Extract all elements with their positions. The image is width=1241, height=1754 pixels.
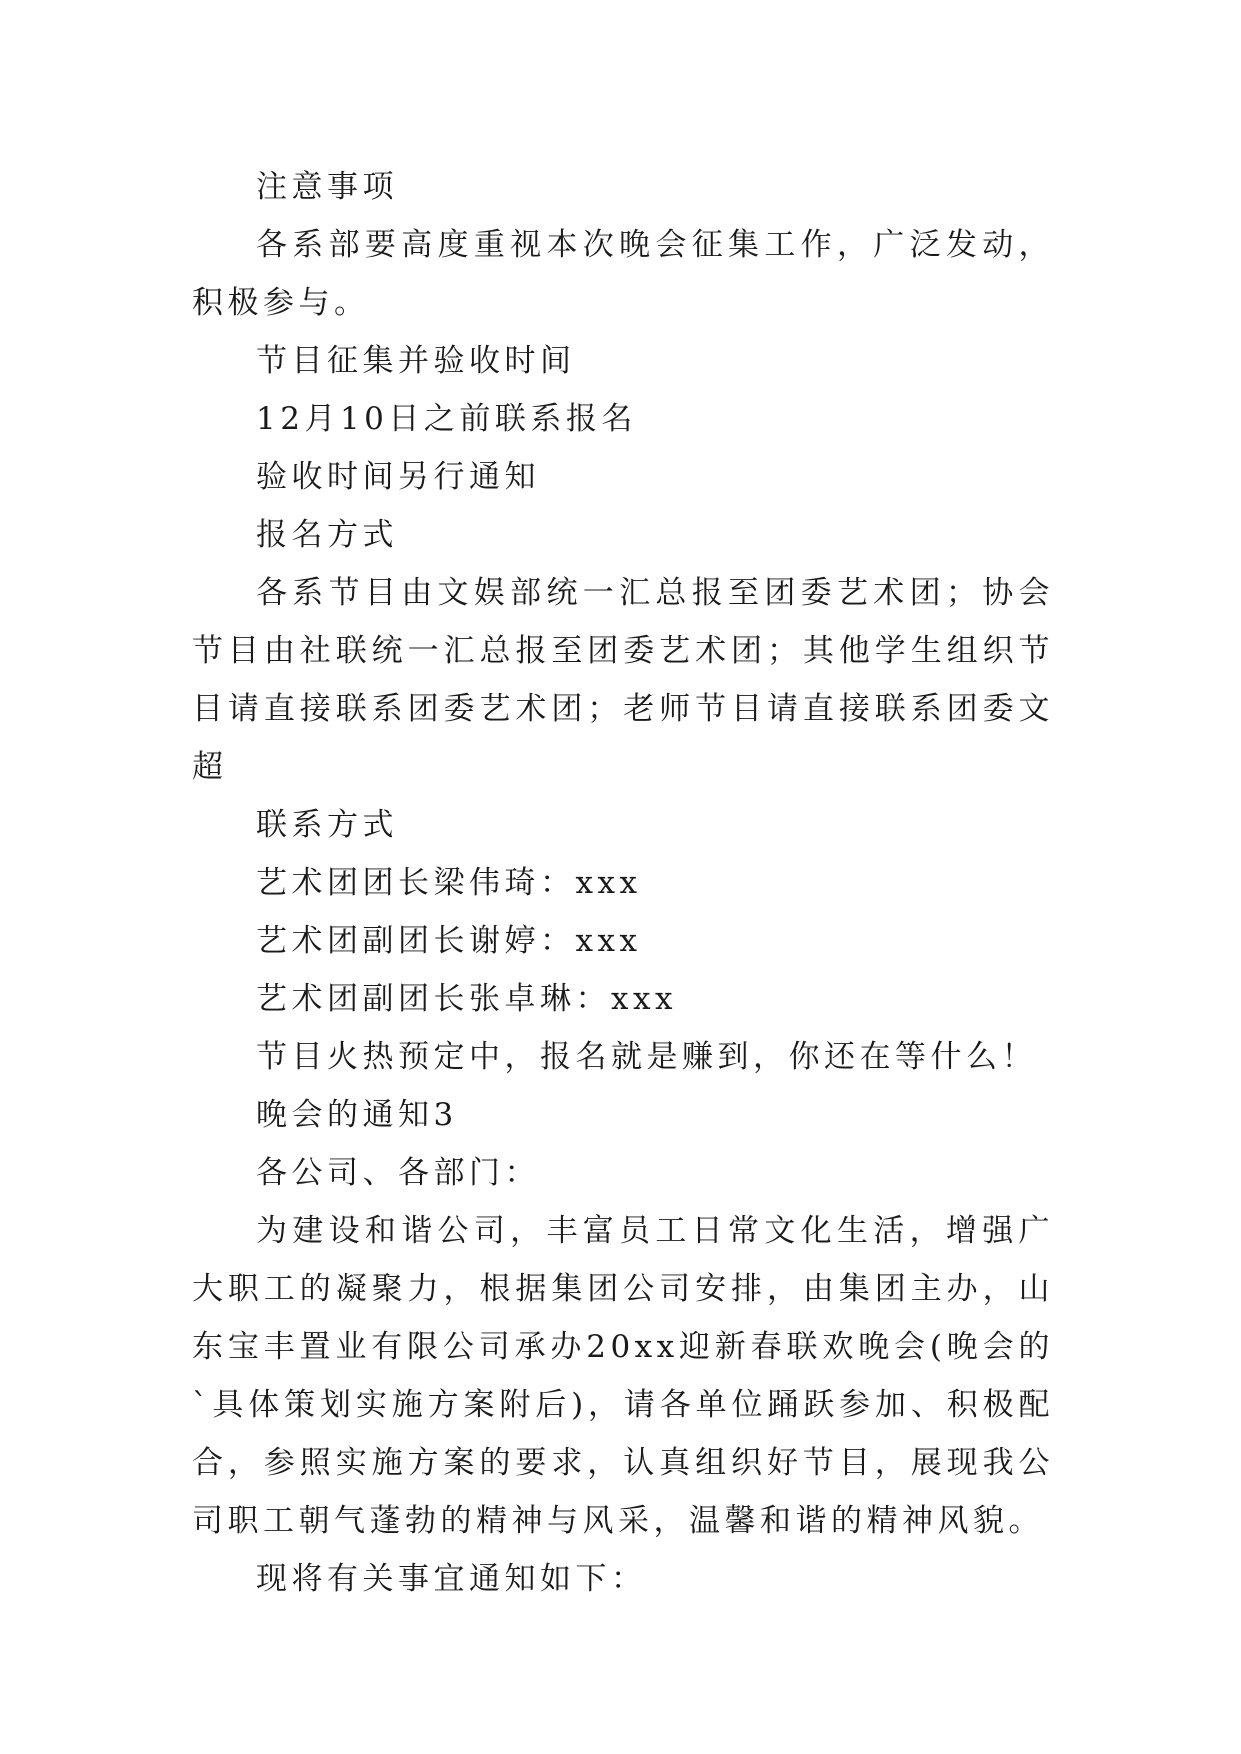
heading-notice: 注意事项 <box>256 169 398 205</box>
paragraph-inspection-time: 验收时间另行通知 <box>256 459 540 495</box>
paragraph-gala-intro: 为建设和谐公司，丰富员工日常文化生活，增强广大职工的凝聚力，根据集团公司安排，由集团主办，山东宝丰置业有限公司承办20xx迎新春联欢晚会(晚会的`具体策划实施方案附后)，请各单位踊跃参加、积极配合，参照实施方案的要求，认真组织好节目，展现我公司职工朝气蓬勃的精神与风采，温馨和谐的精神风貌。 <box>192 1213 1054 1539</box>
heading-contact-info: 联系方式 <box>256 807 398 843</box>
paragraph-notice-follows: 现将有关事宜通知如下： <box>256 1561 647 1597</box>
paragraph-registration-deadline: 12月10日之前联系报名 <box>256 401 637 437</box>
contact-deputy-2: 艺术团副团长张卓琳：xxx <box>256 981 677 1017</box>
contact-leader: 艺术团团长梁伟琦：xxx <box>256 865 642 901</box>
heading-gala-notice-3: 晚会的通知3 <box>256 1097 458 1133</box>
heading-collection-time: 节目征集并验收时间 <box>256 343 576 379</box>
paragraph-salutation: 各公司、各部门： <box>256 1155 540 1191</box>
document-body <box>192 158 1054 1608</box>
contact-deputy-1: 艺术团副团长谢婷：xxx <box>256 923 642 959</box>
heading-registration-method: 报名方式 <box>256 517 398 553</box>
paragraph-call-to-action: 节目火热预定中，报名就是赚到，你还在等什么！ <box>256 1039 1037 1075</box>
paragraph-department-participation: 各系部要高度重视本次晚会征集工作，广泛发动，积极参与。 <box>192 227 1054 321</box>
paragraph-registration-details: 各系节目由文娱部统一汇总报至团委艺术团；协会节目由社联统一汇总报至团委艺术团；其他学生组织节目请直接联系团委艺术团；老师节目请直接联系团委文超 <box>192 575 1054 785</box>
